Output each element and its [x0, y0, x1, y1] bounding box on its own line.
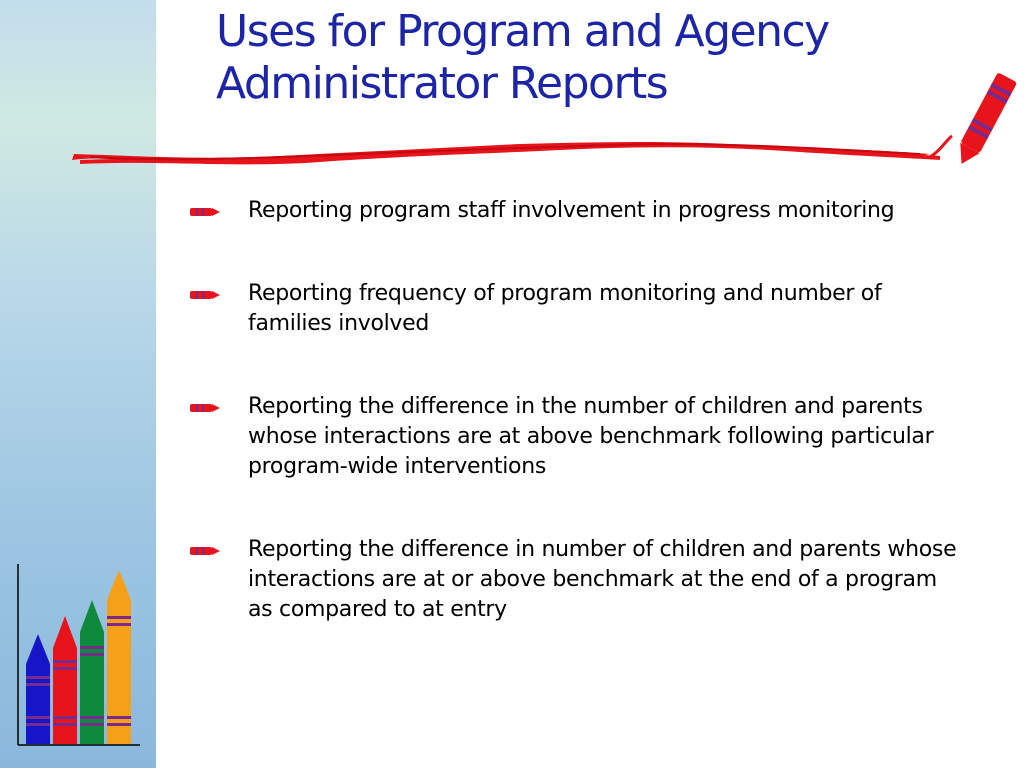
crayon-bullet-icon	[190, 546, 220, 556]
bullet-item	[190, 535, 960, 625]
red-crayon-icon	[60, 62, 1020, 182]
crayon-bullet-icon	[190, 403, 220, 413]
bullet-text: Reporting the difference in the number of children and parents whose interactions are at above benchmark following particular program-wide interventions	[248, 394, 934, 479]
crayon-bullet-icon	[190, 207, 220, 217]
bullet-item	[190, 392, 960, 482]
bullet-item	[190, 279, 960, 339]
bullet-text: Reporting frequency of program monitoring and number of families involved	[248, 281, 882, 336]
bullet-text: Reporting program staff involvement in progress monitoring	[248, 198, 895, 223]
title-line-2: Administrator Reports	[216, 58, 668, 109]
crayons-bar-chart-icon	[14, 560, 144, 750]
green-crayon	[80, 600, 104, 744]
blue-crayon	[26, 634, 50, 744]
red-crayon	[53, 616, 77, 744]
crayon-bullet-icon	[190, 290, 220, 300]
orange-crayon	[107, 570, 131, 744]
bullet-list	[190, 196, 960, 625]
bullet-text: Reporting the difference in number of children and parents whose interactions are at or above benchmark at the end of a program as compared to at entry	[248, 537, 957, 622]
bullet-item	[190, 196, 960, 226]
title-line-1: Uses for Program and Agency	[216, 6, 829, 57]
